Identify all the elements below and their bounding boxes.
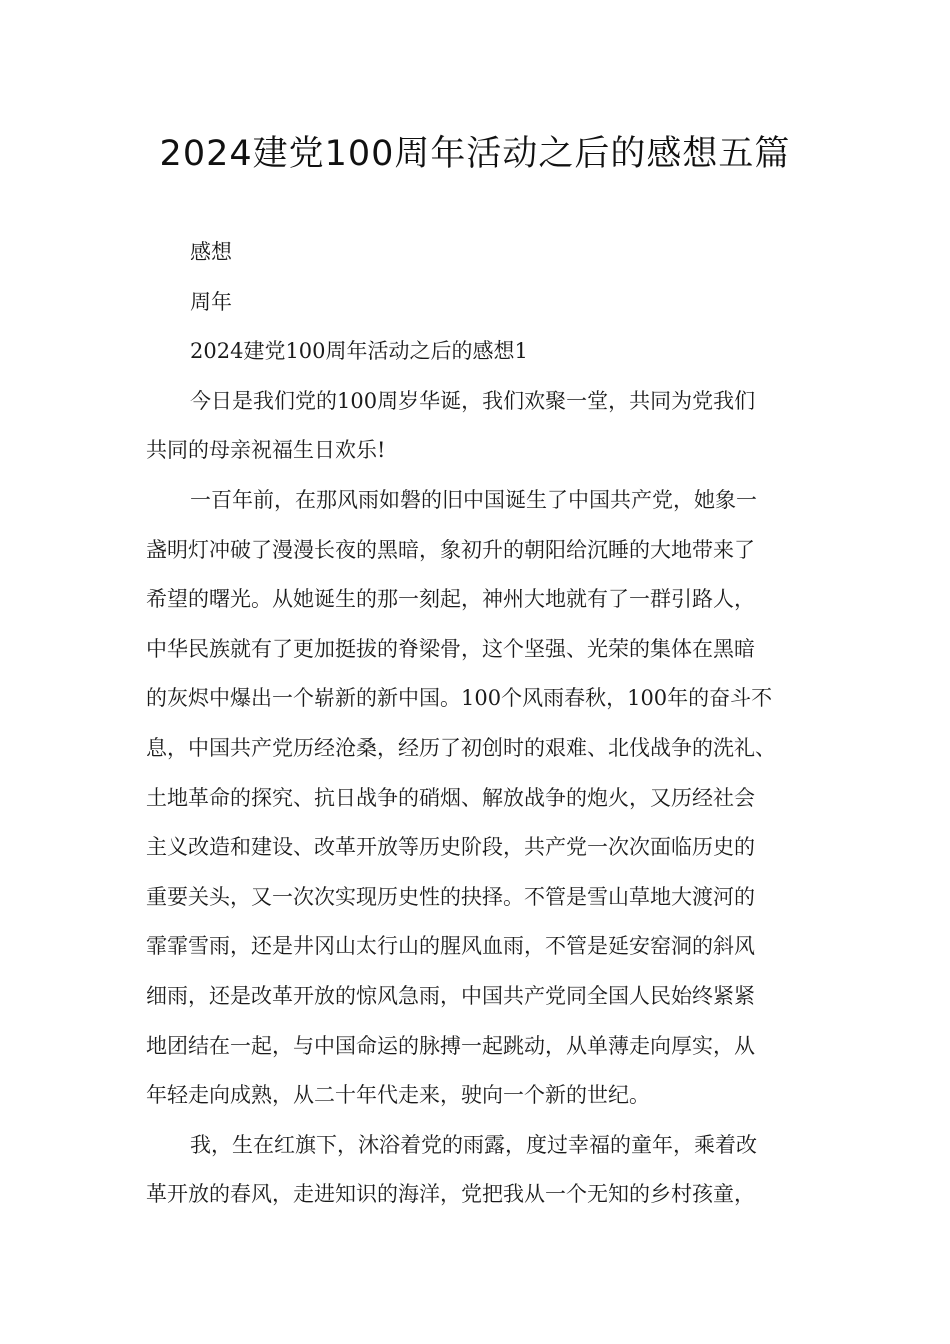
text-line: 年轻走向成熟，从二十年代走来，驶向一个新的世纪。: [146, 1083, 650, 1108]
text-line: 霏霏雪雨，还是井冈山太行山的腥风血雨，不管是延安窑洞的斜风: [146, 934, 755, 959]
text-line: 细雨，还是改革开放的惊风急雨，中国共产党同全国人民始终紧紧: [146, 983, 755, 1008]
text-line: 我，生在红旗下，沐浴着党的雨露，度过幸福的童年，乘着改: [190, 1132, 757, 1157]
text-line: 地团结在一起，与中国命运的脉搏一起跳动，从单薄走向厚实，从: [146, 1033, 755, 1058]
text-line: 周年: [190, 289, 232, 314]
text-line: 息，中国共产党历经沧桑，经历了初创时的艰难、北伐战争的洗礼、: [146, 735, 776, 760]
document-body: [146, 228, 810, 1220]
text-line: 共同的母亲祝福生日欢乐!: [146, 438, 386, 463]
document-title: 2024建党100周年活动之后的感想五篇: [159, 134, 791, 174]
text-line: 重要关头，又一次次实现历史性的抉择。不管是雪山草地大渡河的: [146, 884, 755, 909]
text-line: 一百年前，在那风雨如磐的旧中国诞生了中国共产党，她象一: [190, 487, 757, 512]
text-line: 的灰烬中爆出一个崭新的新中国。100个风雨春秋，100年的奋斗不: [146, 686, 773, 711]
text-line: 希望的曙光。从她诞生的那一刻起，神州大地就有了一群引路人，: [146, 587, 755, 612]
text-line: 今日是我们党的100周岁华诞，我们欢聚一堂，共同为党我们: [190, 388, 756, 413]
text-line: 革开放的春风，走进知识的海洋，党把我从一个无知的乡村孩童，: [146, 1182, 755, 1207]
text-line: 2024建党100周年活动之后的感想1: [190, 339, 528, 364]
text-line: 盏明灯冲破了漫漫长夜的黑暗，象初升的朝阳给沉睡的大地带来了: [146, 537, 755, 562]
text-line: 主义改造和建设、改革开放等历史阶段，共产党一次次面临历史的: [146, 835, 755, 860]
text-line: 土地革命的探究、抗日战争的硝烟、解放战争的炮火，又历经社会: [146, 785, 755, 810]
text-line: 中华民族就有了更加挺拔的脊梁骨，这个坚强、光荣的集体在黑暗: [146, 636, 755, 661]
text-line: 感想: [190, 240, 232, 264]
